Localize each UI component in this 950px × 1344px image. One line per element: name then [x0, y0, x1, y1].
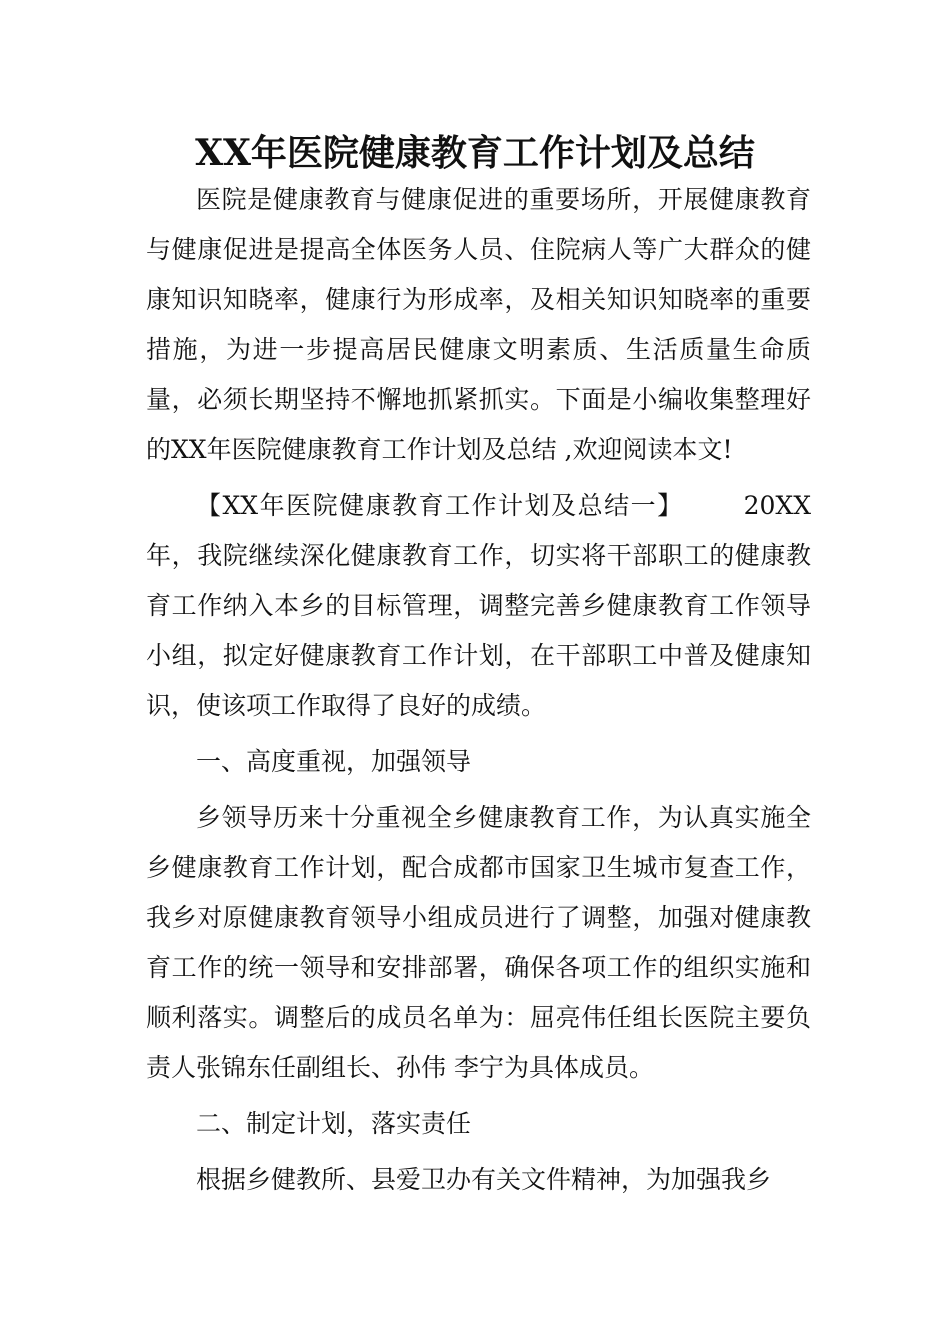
document-body — [146, 175, 811, 1211]
heading-one: 一、高度重视，加强领导 — [196, 747, 472, 776]
section-one-text: 20XX年，我院继续深化健康教育工作，切实将干部职工的健康教育工作纳入本乡的目标管理，调整完善乡健康教育工作领导小组，拟定好健康教育工作计划，在干部职工中普及健康知识，使该项工作取得了良好的成绩。 — [146, 491, 811, 720]
section-one-paragraph — [146, 481, 811, 731]
section-one-label: 【XX年医院健康教育工作计划及总结一】 — [196, 491, 684, 520]
plan-paragraph: 根据乡健教所、县爱卫办有关文件精神，为加强我乡 — [196, 1165, 772, 1194]
document-title: XX年医院健康教育工作计划及总结 — [195, 132, 755, 174]
heading-two: 二、制定计划，落实责任 — [196, 1109, 472, 1138]
intro-paragraph: 医院是健康教育与健康促进的重要场所，开展健康教育与健康促进是提高全体医务人员、住院病人等广大群众的健康知识知晓率，健康行为形成率，及相关知识知晓率的重要措施，为进一步提高居民健康文明素质、生活质量生命质量，必须长期坚持不懈地抓紧抓实。下面是小编收集整理好的XX年医院健康教育工作计划及总结 ,欢迎阅读本文! — [146, 185, 811, 464]
leadership-paragraph: 乡领导历来十分重视全乡健康教育工作，为认真实施全乡健康教育工作计划，配合成都市国家卫生城市复查工作，我乡对原健康教育领导小组成员进行了调整，加强对健康教育工作的统一领导和安排部署，确保各项工作的组织实施和顺利落实。调整后的成员名单为：屈亮伟任组长医院主要负责人张锦东任副组长、孙伟 李宁为具体成员。 — [146, 803, 811, 1082]
